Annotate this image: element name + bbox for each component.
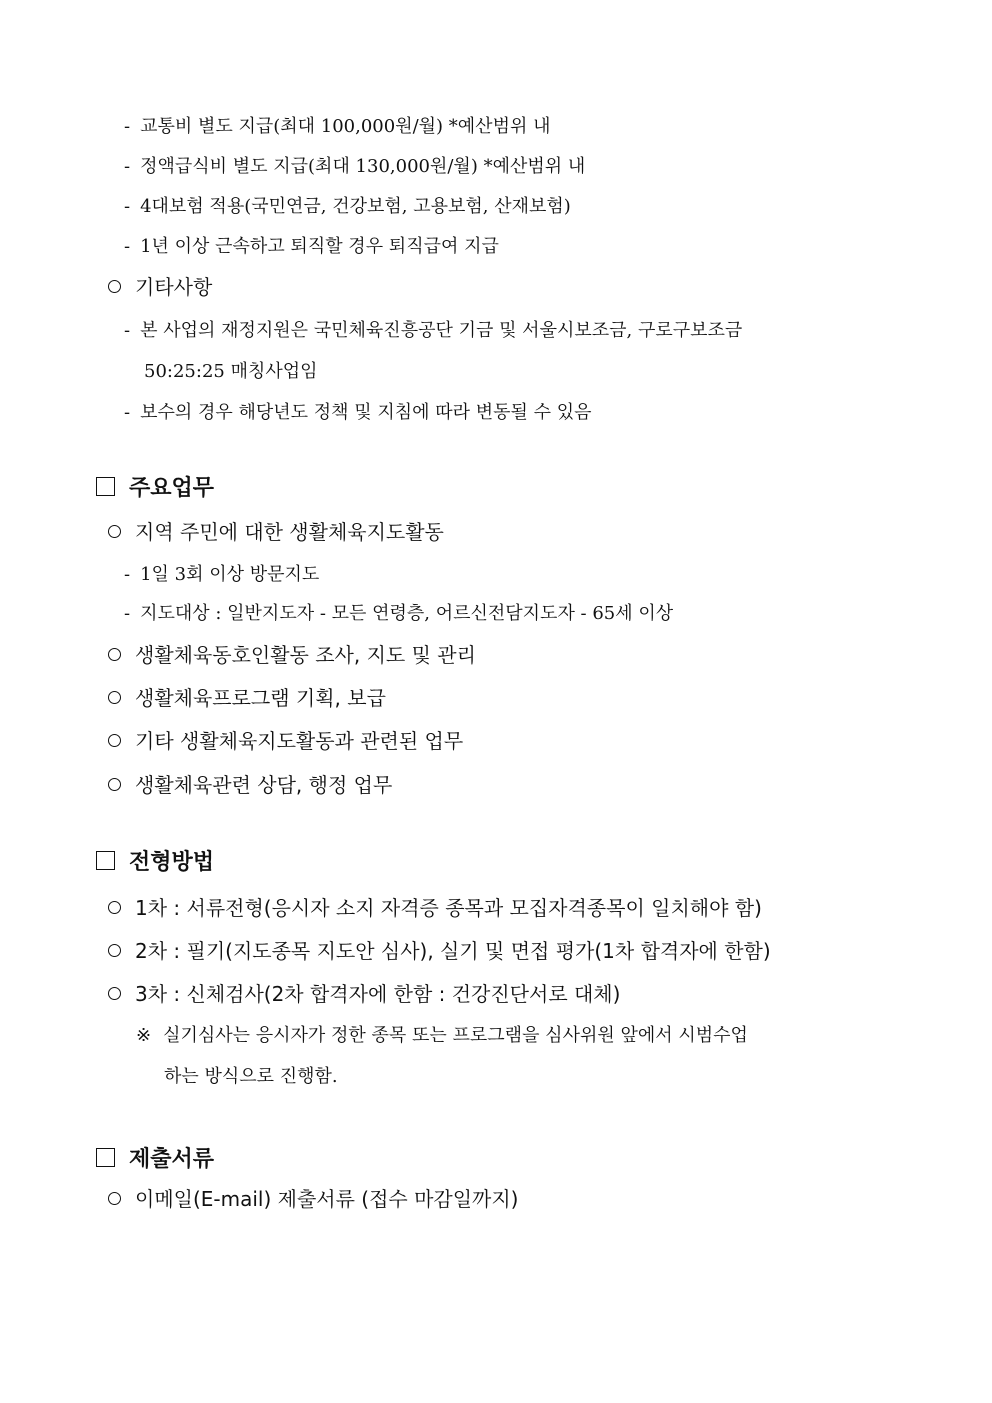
dash-marker: - — [124, 116, 131, 137]
selection-step: 3차 : 신체검사(2차 합격자에 한함 : 건강진단서로 대체) — [108, 984, 620, 1004]
selection-step: 1차 : 서류전형(응시자 소지 자격증 종목과 모집자격종목이 일치해야 함) — [108, 898, 762, 918]
duties-heading: 주요업무 — [96, 477, 214, 500]
documents-heading: 제출서류 — [96, 1148, 214, 1171]
circle-bullet-icon — [108, 944, 121, 957]
circle-bullet-icon — [108, 734, 121, 747]
checkbox-square-icon — [96, 1148, 115, 1167]
circle-bullet-icon — [108, 280, 121, 293]
documents-item: 이메일(E-mail) 제출서류 (접수 마감일까지) — [108, 1189, 518, 1209]
dash-marker: - — [124, 236, 131, 257]
dash-marker: - — [124, 196, 131, 217]
reference-mark-icon: ※ — [136, 1025, 152, 1046]
benefit-transport: - 교통비 별도 지급(최대 100,000원/월) *예산범위 내 — [124, 116, 551, 137]
other-matching: 50:25:25 매칭사업임 — [144, 361, 318, 382]
selection-heading: 전형방법 — [96, 851, 214, 874]
dash-marker: - — [124, 564, 131, 585]
circle-bullet-icon — [108, 525, 121, 538]
dash-marker: - — [124, 402, 131, 423]
dash-marker: - — [124, 603, 131, 624]
other-funding: - 본 사업의 재정지원은 국민체육진흥공단 기금 및 서울시보조금, 구로구보조금 — [124, 320, 743, 341]
duties-subitem: - 지도대상 : 일반지도자 - 모든 연령층, 어르신전담지도자 - 65세 이상 — [124, 603, 674, 624]
benefit-meal: - 정액급식비 별도 지급(최대 130,000원/월) *예산범위 내 — [124, 156, 586, 177]
circle-bullet-icon — [108, 648, 121, 661]
selection-note: ※ 실기심사는 응시자가 정한 종목 또는 프로그램을 심사위원 앞에서 시범수업 — [136, 1025, 748, 1046]
selection-step: 2차 : 필기(지도종목 지도안 심사), 실기 및 면접 평가(1차 합격자에 한함) — [108, 941, 771, 961]
circle-bullet-icon — [108, 778, 121, 791]
circle-bullet-icon — [108, 901, 121, 914]
benefit-severance: - 1년 이상 근속하고 퇴직할 경우 퇴직급여 지급 — [124, 236, 499, 257]
duties-item: 기타 생활체육지도활동과 관련된 업무 — [108, 731, 463, 751]
circle-bullet-icon — [108, 987, 121, 1000]
dash-marker: - — [124, 320, 131, 341]
other-title: 기타사항 — [108, 277, 212, 297]
duties-item: 생활체육동호인활동 조사, 지도 및 관리 — [108, 645, 476, 665]
benefit-insurance: - 4대보험 적용(국민연금, 건강보험, 고용보험, 산재보험) — [124, 196, 571, 217]
duties-item: 생활체육프로그램 기획, 보급 — [108, 688, 386, 708]
checkbox-square-icon — [96, 477, 115, 496]
dash-marker: - — [124, 156, 131, 177]
selection-note-cont: 하는 방식으로 진행함. — [164, 1066, 338, 1087]
checkbox-square-icon — [96, 851, 115, 870]
duties-item: 지역 주민에 대한 생활체육지도활동 — [108, 522, 444, 542]
duties-item: 생활체육관련 상담, 행정 업무 — [108, 775, 392, 795]
circle-bullet-icon — [108, 691, 121, 704]
duties-subitem: - 1일 3회 이상 방문지도 — [124, 564, 320, 585]
circle-bullet-icon — [108, 1192, 121, 1205]
other-salary: - 보수의 경우 해당년도 정책 및 지침에 따라 변동될 수 있음 — [124, 402, 592, 423]
